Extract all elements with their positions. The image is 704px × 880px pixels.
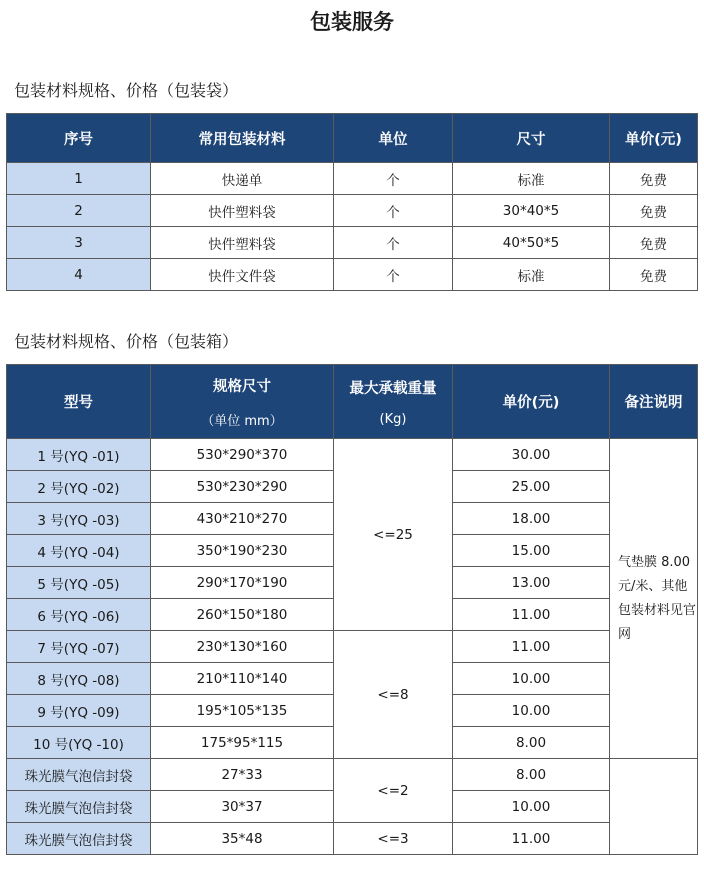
section-title-bags: 包装材料规格、价格（包装袋） — [14, 81, 239, 100]
header-index: 序号 — [7, 114, 151, 163]
header-size-unit: （单位 mm） — [201, 413, 283, 429]
page-title: 包装服务 — [310, 10, 394, 34]
cell-size: 260*150*180 — [151, 599, 334, 631]
cell-price: 10.00 — [453, 695, 610, 727]
table-row — [7, 195, 698, 227]
cell-material: 快件塑料袋 — [151, 195, 334, 227]
cell-index: 3 — [7, 227, 151, 259]
cell-size: 290*170*190 — [151, 567, 334, 599]
bag-price-table — [6, 113, 698, 291]
cell-price: 免费 — [610, 227, 698, 259]
cell-model: 5 号(YQ -05) — [7, 567, 151, 599]
cell-size: 230*130*160 — [151, 631, 334, 663]
cell-model: 9 号(YQ -09) — [7, 695, 151, 727]
header-weight — [334, 365, 453, 439]
header-size — [151, 365, 334, 439]
cell-unit: 个 — [334, 259, 453, 291]
cell-price: 11.00 — [453, 823, 610, 855]
cell-price: 15.00 — [453, 535, 610, 567]
header-model: 型号 — [7, 365, 151, 439]
cell-material: 快递单 — [151, 163, 334, 195]
cell-model: 6 号(YQ -06) — [7, 599, 151, 631]
cell-unit: 个 — [334, 195, 453, 227]
cell-index: 4 — [7, 259, 151, 291]
cell-size: 210*110*140 — [151, 663, 334, 695]
table-row — [7, 259, 698, 291]
cell-price: 18.00 — [453, 503, 610, 535]
cell-model: 珠光膜气泡信封袋 — [7, 791, 151, 823]
header-price: 单价(元) — [453, 365, 610, 439]
cell-price: 免费 — [610, 195, 698, 227]
cell-size: 350*190*230 — [151, 535, 334, 567]
table-row — [7, 439, 698, 471]
cell-size: 30*37 — [151, 791, 334, 823]
cell-size: 530*290*370 — [151, 439, 334, 471]
section-title-boxes: 包装材料规格、价格（包装箱） — [14, 332, 239, 351]
cell-unit: 个 — [334, 227, 453, 259]
cell-model: 珠光膜气泡信封袋 — [7, 823, 151, 855]
cell-size: 430*210*270 — [151, 503, 334, 535]
header-remark: 备注说明 — [610, 365, 698, 439]
cell-price: 8.00 — [453, 727, 610, 759]
table-row — [7, 163, 698, 195]
cell-price: 25.00 — [453, 471, 610, 503]
cell-size: 标准 — [453, 259, 610, 291]
header-price: 单价(元) — [610, 114, 698, 163]
table-row — [7, 759, 698, 791]
table-header-row — [7, 365, 698, 439]
cell-price: 免费 — [610, 163, 698, 195]
cell-remark: 气垫膜 8.00 元/米、其他包装材料见官网 — [610, 439, 698, 759]
header-unit: 单位 — [334, 114, 453, 163]
cell-model: 1 号(YQ -01) — [7, 439, 151, 471]
header-weight-unit: (Kg) — [379, 411, 407, 427]
cell-model: 4 号(YQ -04) — [7, 535, 151, 567]
cell-model: 珠光膜气泡信封袋 — [7, 759, 151, 791]
cell-price: 11.00 — [453, 599, 610, 631]
cell-price: 免费 — [610, 259, 698, 291]
cell-price: 13.00 — [453, 567, 610, 599]
cell-model: 3 号(YQ -03) — [7, 503, 151, 535]
cell-size: 30*40*5 — [453, 195, 610, 227]
cell-weight-group: <=3 — [334, 823, 453, 855]
header-size-label: 规格尺寸 — [213, 378, 271, 395]
cell-weight-group: <=8 — [334, 631, 453, 759]
cell-model: 7 号(YQ -07) — [7, 631, 151, 663]
cell-remark-empty — [610, 759, 698, 855]
cell-size: 530*230*290 — [151, 471, 334, 503]
header-material: 常用包装材料 — [151, 114, 334, 163]
cell-price: 8.00 — [453, 759, 610, 791]
table-row — [7, 823, 698, 855]
header-size: 尺寸 — [453, 114, 610, 163]
cell-size: 35*48 — [151, 823, 334, 855]
cell-index: 1 — [7, 163, 151, 195]
cell-weight-group: <=2 — [334, 759, 453, 823]
cell-material: 快件文件袋 — [151, 259, 334, 291]
cell-weight-group: <=25 — [334, 439, 453, 631]
cell-model: 2 号(YQ -02) — [7, 471, 151, 503]
cell-price: 30.00 — [453, 439, 610, 471]
cell-price: 10.00 — [453, 663, 610, 695]
table-row — [7, 631, 698, 663]
box-price-table — [6, 364, 698, 855]
cell-model: 10 号(YQ -10) — [7, 727, 151, 759]
cell-size: 27*33 — [151, 759, 334, 791]
cell-price: 11.00 — [453, 631, 610, 663]
cell-model: 8 号(YQ -08) — [7, 663, 151, 695]
header-weight-label: 最大承载重量 — [349, 380, 437, 397]
cell-material: 快件塑料袋 — [151, 227, 334, 259]
cell-size: 40*50*5 — [453, 227, 610, 259]
cell-size: 标准 — [453, 163, 610, 195]
table-header-row — [7, 114, 698, 163]
cell-index: 2 — [7, 195, 151, 227]
cell-price: 10.00 — [453, 791, 610, 823]
cell-size: 195*105*135 — [151, 695, 334, 727]
table-row — [7, 227, 698, 259]
cell-unit: 个 — [334, 163, 453, 195]
cell-size: 175*95*115 — [151, 727, 334, 759]
